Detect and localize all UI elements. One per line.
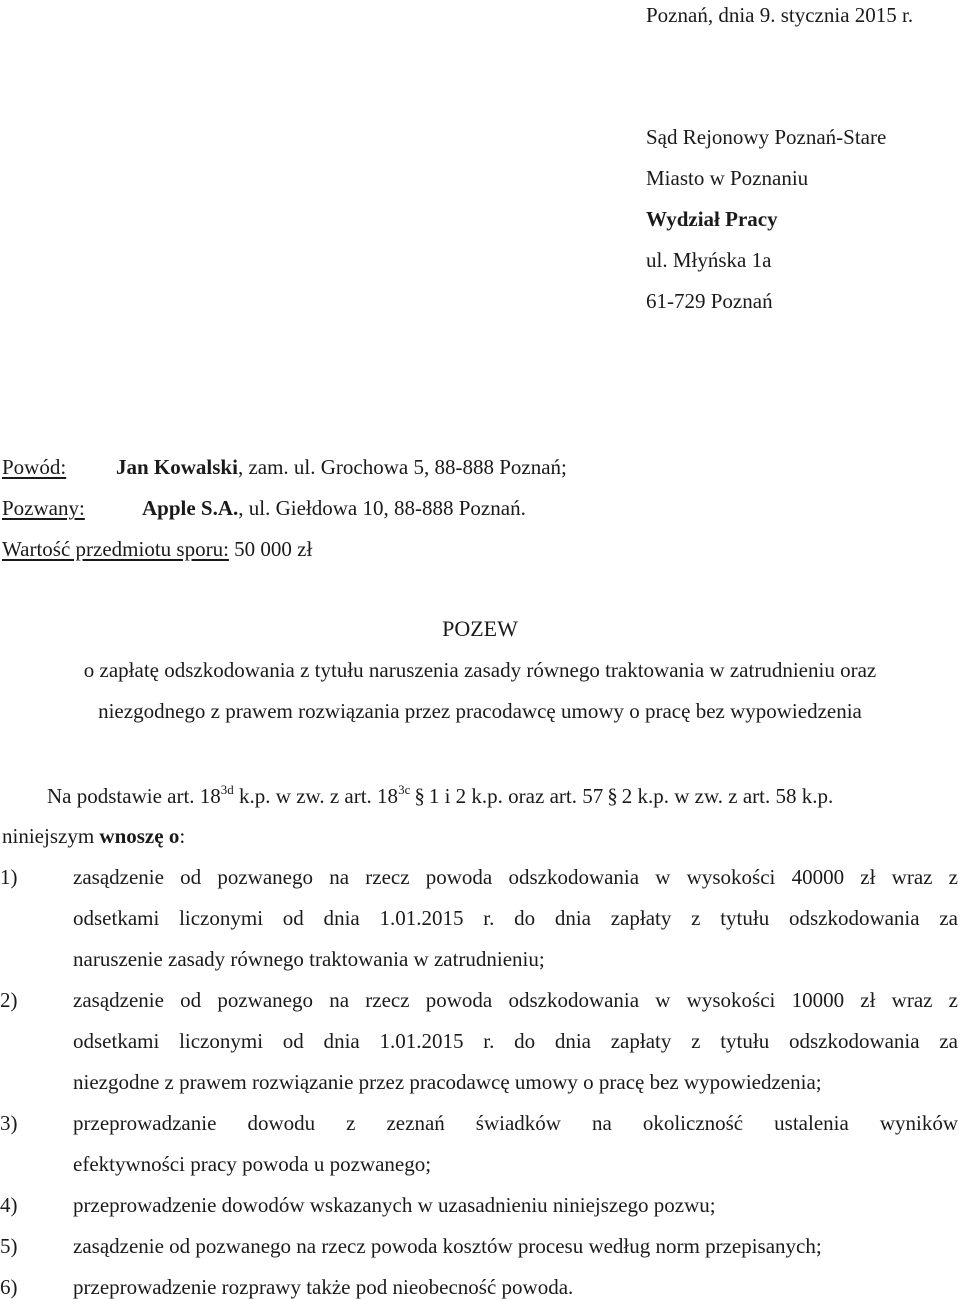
paragraph-sign-1: §: [414, 784, 425, 808]
court-name-line2: Miasto w Poznaniu: [646, 166, 809, 190]
paragraph-sign-2: §: [607, 784, 618, 808]
plaintiff-address: , zam. ul. Grochowa 5, 88-888 Poznań;: [237, 455, 567, 479]
plaintiff-name: Jan Kowalski: [116, 455, 238, 479]
legal-basis: [47, 782, 834, 808]
defendant-label: Pozwany:: [2, 496, 85, 520]
basis-superscript-2: 3c: [398, 782, 411, 797]
court-street: ul. Młyńska 1a: [646, 248, 772, 272]
list-item-number: 4): [0, 1193, 18, 1217]
list-item-number: 3): [0, 1111, 18, 1135]
list-item-line: zasądzenie od pozwanego na rzecz powoda odszkodowania w wysokości 40000 zł wraz z: [73, 865, 958, 889]
request-intro-text: niniejszym: [2, 824, 100, 848]
court-name-line1: Sąd Rejonowy Poznań-Stare: [646, 125, 887, 149]
list-item-number: 2): [0, 988, 18, 1012]
list-item-number: 6): [0, 1275, 18, 1299]
list-item-line: zasądzenie od pozwanego na rzecz powoda kosztów procesu według norm przepisanych;: [73, 1234, 822, 1258]
basis-text-4: 2 k.p. w zw. z art. 58 k.p.: [621, 784, 834, 808]
defendant-details: [142, 498, 526, 519]
request-intro-colon: :: [179, 824, 186, 848]
basis-superscript-1: 3d: [220, 782, 234, 797]
place-date: Poznań, dnia 9. stycznia 2015 r.: [646, 3, 914, 27]
dispute-value-row: [2, 539, 312, 560]
defendant-address: , ul. Giełdowa 10, 88-888 Poznań.: [238, 496, 526, 520]
list-item-number: 5): [0, 1234, 18, 1258]
defendant-row: [2, 498, 85, 519]
plaintiff-label: Powód:: [2, 455, 67, 479]
plaintiff-details: [116, 457, 567, 478]
list-item-line: niezgodne z prawem rozwiązanie przez pracodawcę umowy o pracę bez wypowiedzenia;: [73, 1070, 822, 1094]
court-department: Wydział Pracy: [646, 207, 778, 231]
defendant-name: Apple S.A.: [142, 496, 239, 520]
request-intro: [2, 826, 185, 847]
basis-text-2: k.p. w zw. z art. 18: [233, 784, 399, 808]
basis-text-1: Na podstawie art. 18: [47, 784, 221, 808]
document-title: POZEW: [442, 616, 518, 641]
court-postal-city: 61-729 Poznań: [646, 289, 773, 313]
list-item-line: efektywności pracy powoda u pozwanego;: [73, 1152, 432, 1176]
subject-line1: o zapłatę odszkodowania z tytułu naruszenia zasady równego traktowania w zatrudnieniu oraz: [83, 658, 877, 682]
dispute-value-amount: 50 000 zł: [228, 537, 313, 561]
list-item-line: odsetkami liczonymi od dnia 1.01.2015 r. do dnia zapłaty z tytułu odszkodowania za: [73, 1029, 958, 1053]
subject-line2: niezgodnego z prawem rozwiązania przez pracodawcę umowy o pracę bez wypowiedzenia: [98, 699, 862, 723]
list-item-line: zasądzenie od pozwanego na rzecz powoda odszkodowania w wysokości 10000 zł wraz z: [73, 988, 958, 1012]
list-item-line: naruszenie zasady równego traktowania w zatrudnieniu;: [73, 947, 545, 971]
list-item-line: przeprowadzanie dowodu z zeznań świadków na okoliczność ustalenia wyników: [73, 1111, 958, 1135]
basis-text-3: 1 i 2 k.p. oraz art. 57: [428, 784, 604, 808]
list-item-line: odsetkami liczonymi od dnia 1.01.2015 r. do dnia zapłaty z tytułu odszkodowania za: [73, 906, 958, 930]
plaintiff-row: [2, 457, 66, 478]
list-item-line: przeprowadzenie rozprawy także pod nieobecność powoda.: [73, 1275, 574, 1299]
list-item-number: 1): [0, 865, 18, 889]
dispute-value-label: Wartość przedmiotu sporu:: [2, 537, 229, 561]
list-item-line: przeprowadzenie dowodów wskazanych w uzasadnieniu niniejszego pozwu;: [73, 1193, 716, 1217]
request-intro-bold: wnoszę o: [99, 824, 180, 848]
